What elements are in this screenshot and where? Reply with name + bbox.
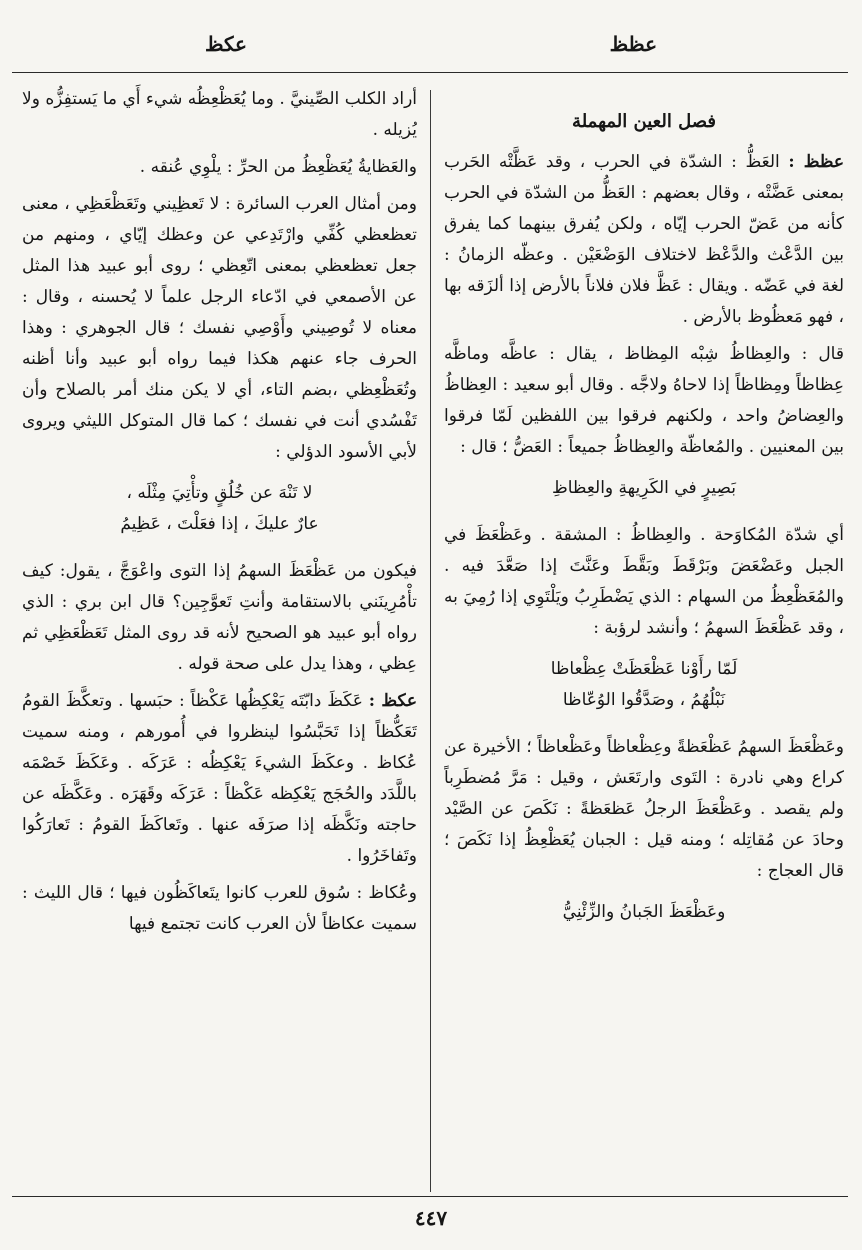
header-right-word: عظظ — [609, 32, 657, 56]
right-column — [444, 84, 844, 1186]
left-column — [22, 84, 417, 1186]
top-rule — [12, 72, 848, 73]
bottom-rule — [12, 1196, 848, 1197]
verse-ajjaj — [444, 897, 844, 928]
entry-azz-continued-1: أراد الكلب الصِّينيَّ . وما يُعَظْعِظُه شيء أَي ما يَستفِزُّه ولا يُزيله . — [22, 89, 417, 140]
running-header — [0, 26, 862, 66]
verse-ruba — [444, 654, 844, 716]
entry-azz-paragraph-2: قال : والعِظاظُ شِبْه المِظاظ ، يقال : عاظَّه وماظَّه عِظاظاً ومِظاظاً إذا لاحاهُ ولاجَّه . وقال أبو سعيد : العِظاظُ والعِضاضُ واحد ، ولكنهم فرقوا بين اللفظين لَمّا فرقوا بين المعنيين . والمُعاظّة والعِظاظُ جميعاً : العَضُّ ؛ قال : — [444, 344, 844, 457]
verse-line: عارٌ عليكَ ، إذا فعَلْتَ ، عَظِيمُ — [120, 514, 319, 534]
entry-azz-proverb: ومن أمثال العرب السائرة : لا تَعظِيني وتَعَظْعَظِي ، معنى تعظعظي كُفِّي وارْتَدِعي عن وعظك إيّاي ، ومنهم من جعل تعظعظي بمعنى اتّعِظي ؛ روى أبو عبيد هذا المثل عن الأصمعي في ادّعاء الرجل علماً لا يُحسنه ، وقال : معناه لا تُوصِيني وأَوْصِي نفسك ؛ قال الجوهري : وهذا الحرف جاء عنهم هكذا فيما رواه أبو عبيد وأنا أظنه وتُعَظْعِظي ،بضم التاء، أي لا يكن منك أمر بالصلاح وأن تَفْسُدي أنت في نفسك ؛ كما قال المتوكل الليثي ويروى لأبي الأسود الدؤلي : — [22, 194, 417, 462]
header-left-word: عكظ — [205, 32, 247, 56]
verse-line: بَصِيرٍ في الكَرِيهةِ والعِظاظِ — [551, 478, 736, 498]
section-title: فصل العين المهملة — [572, 111, 716, 132]
verse-line: نَبْلُهُمُ ، وصَدَّقُوا الوُعّاظا — [562, 690, 726, 710]
entry-azz-continued-3: فيكون من عَظْعَظَ السهمُ إذا التوى واعْوَجَّ ، يقول: كيف تأْمُرِينَني بالاستقامة وأنتِ تَعوَّجِين؟ قال ابن بري : الذي رواه أبو عبيد هو الصحيح لأنه قد روى المثل تَعَظْعَظِي ثم عِظي ، وهذا يدل على صحة قوله . — [22, 561, 417, 674]
entry-azz-continued-2: والعَظايةُ يُعَظْعِظُ من الحرِّ : يلْوِي عُنقه . — [139, 157, 417, 177]
verse-basir — [444, 473, 844, 504]
entry-azz-paragraph-3: أي شدّة المُكاوَحة . والعِظاظُ : المشقة . وعَظْعَظَ في الجبل وعَضْعَضَ وبَرْقَطَ وبَقَّطَ وعَنَّتَ إذا صَعَّدَ فيه . والمُعَظْعِظُ من السهام : الذي يَضْطَرِبُ ويَلْتَوِي إذا رُمِيَ به ، وقد عَظْعَظَ السهمُ ؛ وأنشد لرؤبة : — [444, 525, 844, 638]
entry-headword-azz: عظظ : — [788, 152, 844, 172]
entry-azz-intro — [444, 147, 844, 333]
entry-akz-paragraph-2: وعُكاظ : سُوق للعرب كانوا يتَعاكَظُون فيها ؛ قال الليث : سميت عكاظاً لأن العرب كانت تجتمع فيها — [22, 883, 417, 934]
page-number: ٤٤٧ — [414, 1206, 448, 1230]
verse-line: وعَظْعَظَ الجَبانُ والزِّئْنِيُّ — [562, 902, 726, 922]
column-divider — [430, 90, 431, 1192]
verse-mutawakkil — [22, 478, 417, 540]
verse-line: لا تَنْهَ عن خُلُقٍ وتأْتِيَ مِثْلَه ، — [126, 483, 313, 503]
entry-headword-akz: عكظ : — [368, 691, 417, 711]
entry-akz-paragraph-1: عَكَظَ دابّتَه يَعْكِظُها عَكْظاً : حبَسها . وتعكَّظَ القومُ تَعَكُّظاً إذا تَحَبَّسُوا لينظروا في أُمورهم ، ومنه سميت عُكاظ . وعكَظَ الشيءَ يَعْكِظُه : عَرَكَه . وعَكَظَ خَصْمَه باللَّدَد والحُجَج يَعْكِظه عَكْظاً : عَرَكَه وقَهَرَه . وعَكَّظَه عن حاجته ونَكَّظَه إذا صرَفَه عنها . وتَعاكَظَ القومُ : تَعارَكُوا وتَفاخَرُوا . — [22, 691, 417, 866]
entry-akz-intro — [22, 686, 417, 872]
verse-line: لَمّا رأَوْنا عَظْعَظَتْ عِظْعاظا — [550, 659, 738, 679]
entry-azz-paragraph-1: العَظُّ : الشدّة في الحرب ، وقد عَظَّتْه الحَرب بمعنى عَضَّتْه ، وقال بعضهم : العَظُّ من الشدّة في الحرب كأنه من عَضّ الحرب إيّاه ، ولكن يُفرق بينهما كما يفرق بين الدَّعْث والدَّعْظ لاختلاف الوَضْعَيْن . وعظّه الزمانُ : لغة في عَضّه . ويقال : عَظَّ فلان فلاناً بالأرض إذا ألزَقه بها ، فهو مَعظُوظ بالأرض . — [444, 152, 844, 327]
entry-azz-paragraph-4: وعَظْعَظَ السهمُ عَظْعَظةً وعِظْعاظاً وعَظْعاظاً ؛ الأخيرة عن كراع وهي نادرة : التَوى وارتَعَش ، وقيل : مَرَّ مُضطَرِباً ولم يقصد . وعَظْعَظَ الرجلُ عَظعَظةً : نَكَصَ عن الصَّيْد وحادَ عن مُقاتِله ؛ ومنه قيل : الجبان يُعَظْعِظُ إذا نَكَصَ ؛ قال العجاج : — [444, 737, 844, 881]
